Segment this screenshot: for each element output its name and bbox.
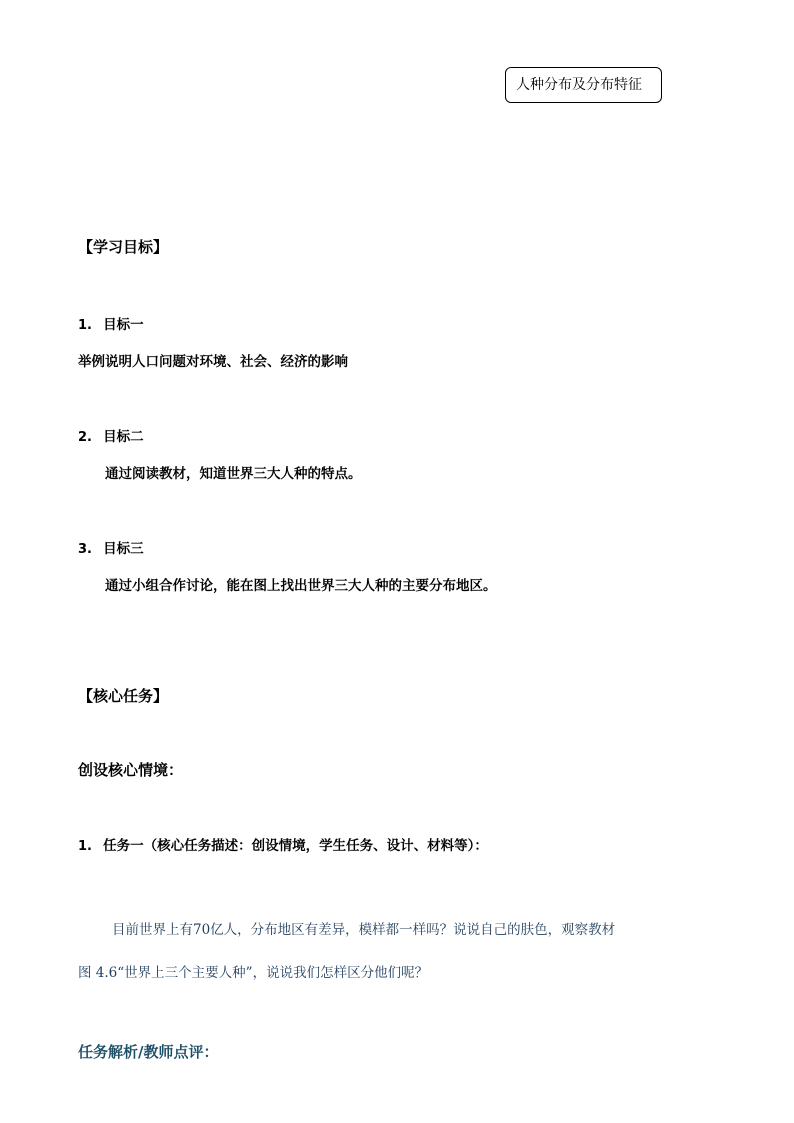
goal-1-number: 1. bbox=[78, 318, 92, 333]
document-title: 人种分布及分布特征 bbox=[516, 77, 642, 93]
core-task-heading: 【核心任务】 bbox=[78, 687, 169, 705]
goal-2-number: 2. bbox=[78, 430, 92, 445]
task-analysis-label: 任务解析/教师点评： bbox=[78, 1043, 219, 1061]
goal-3-text: 通过小组合作讨论，能在图上找出世界三大人种的主要分布地区。 bbox=[105, 578, 497, 594]
goal-3-number: 3. bbox=[78, 542, 92, 557]
task-1-description-line-2: 图 4.6“世界上三个主要人种”，说说我们怎样区分他们呢？ bbox=[78, 965, 429, 981]
goal-1-title bbox=[78, 313, 144, 333]
goal-3-label: 目标三 bbox=[103, 541, 144, 557]
goal-2-label: 目标二 bbox=[103, 429, 144, 445]
goal-3-title bbox=[78, 537, 144, 557]
learning-goals-heading: 【学习目标】 bbox=[78, 238, 169, 256]
task-1-label: 任务一（核心任务描述：创设情境，学生任务、设计、材料等）： bbox=[103, 838, 488, 854]
document-title-box bbox=[505, 67, 662, 103]
scenario-label: 创设核心情境： bbox=[78, 761, 184, 779]
goal-1-text: 举例说明人口问题对环境、社会、经济的影响 bbox=[78, 354, 348, 370]
goal-2-text: 通过阅读教材，知道世界三大人种的特点。 bbox=[105, 466, 362, 482]
task-1-number: 1. bbox=[78, 839, 92, 854]
goal-2-title bbox=[78, 425, 144, 445]
goal-1-label: 目标一 bbox=[103, 317, 144, 333]
task-1-title bbox=[78, 834, 488, 854]
task-1-description-line-1: 目前世界上有70亿人，分布地区有差异，模样都一样吗？说说自己的肤色，观察教材 bbox=[112, 922, 616, 938]
